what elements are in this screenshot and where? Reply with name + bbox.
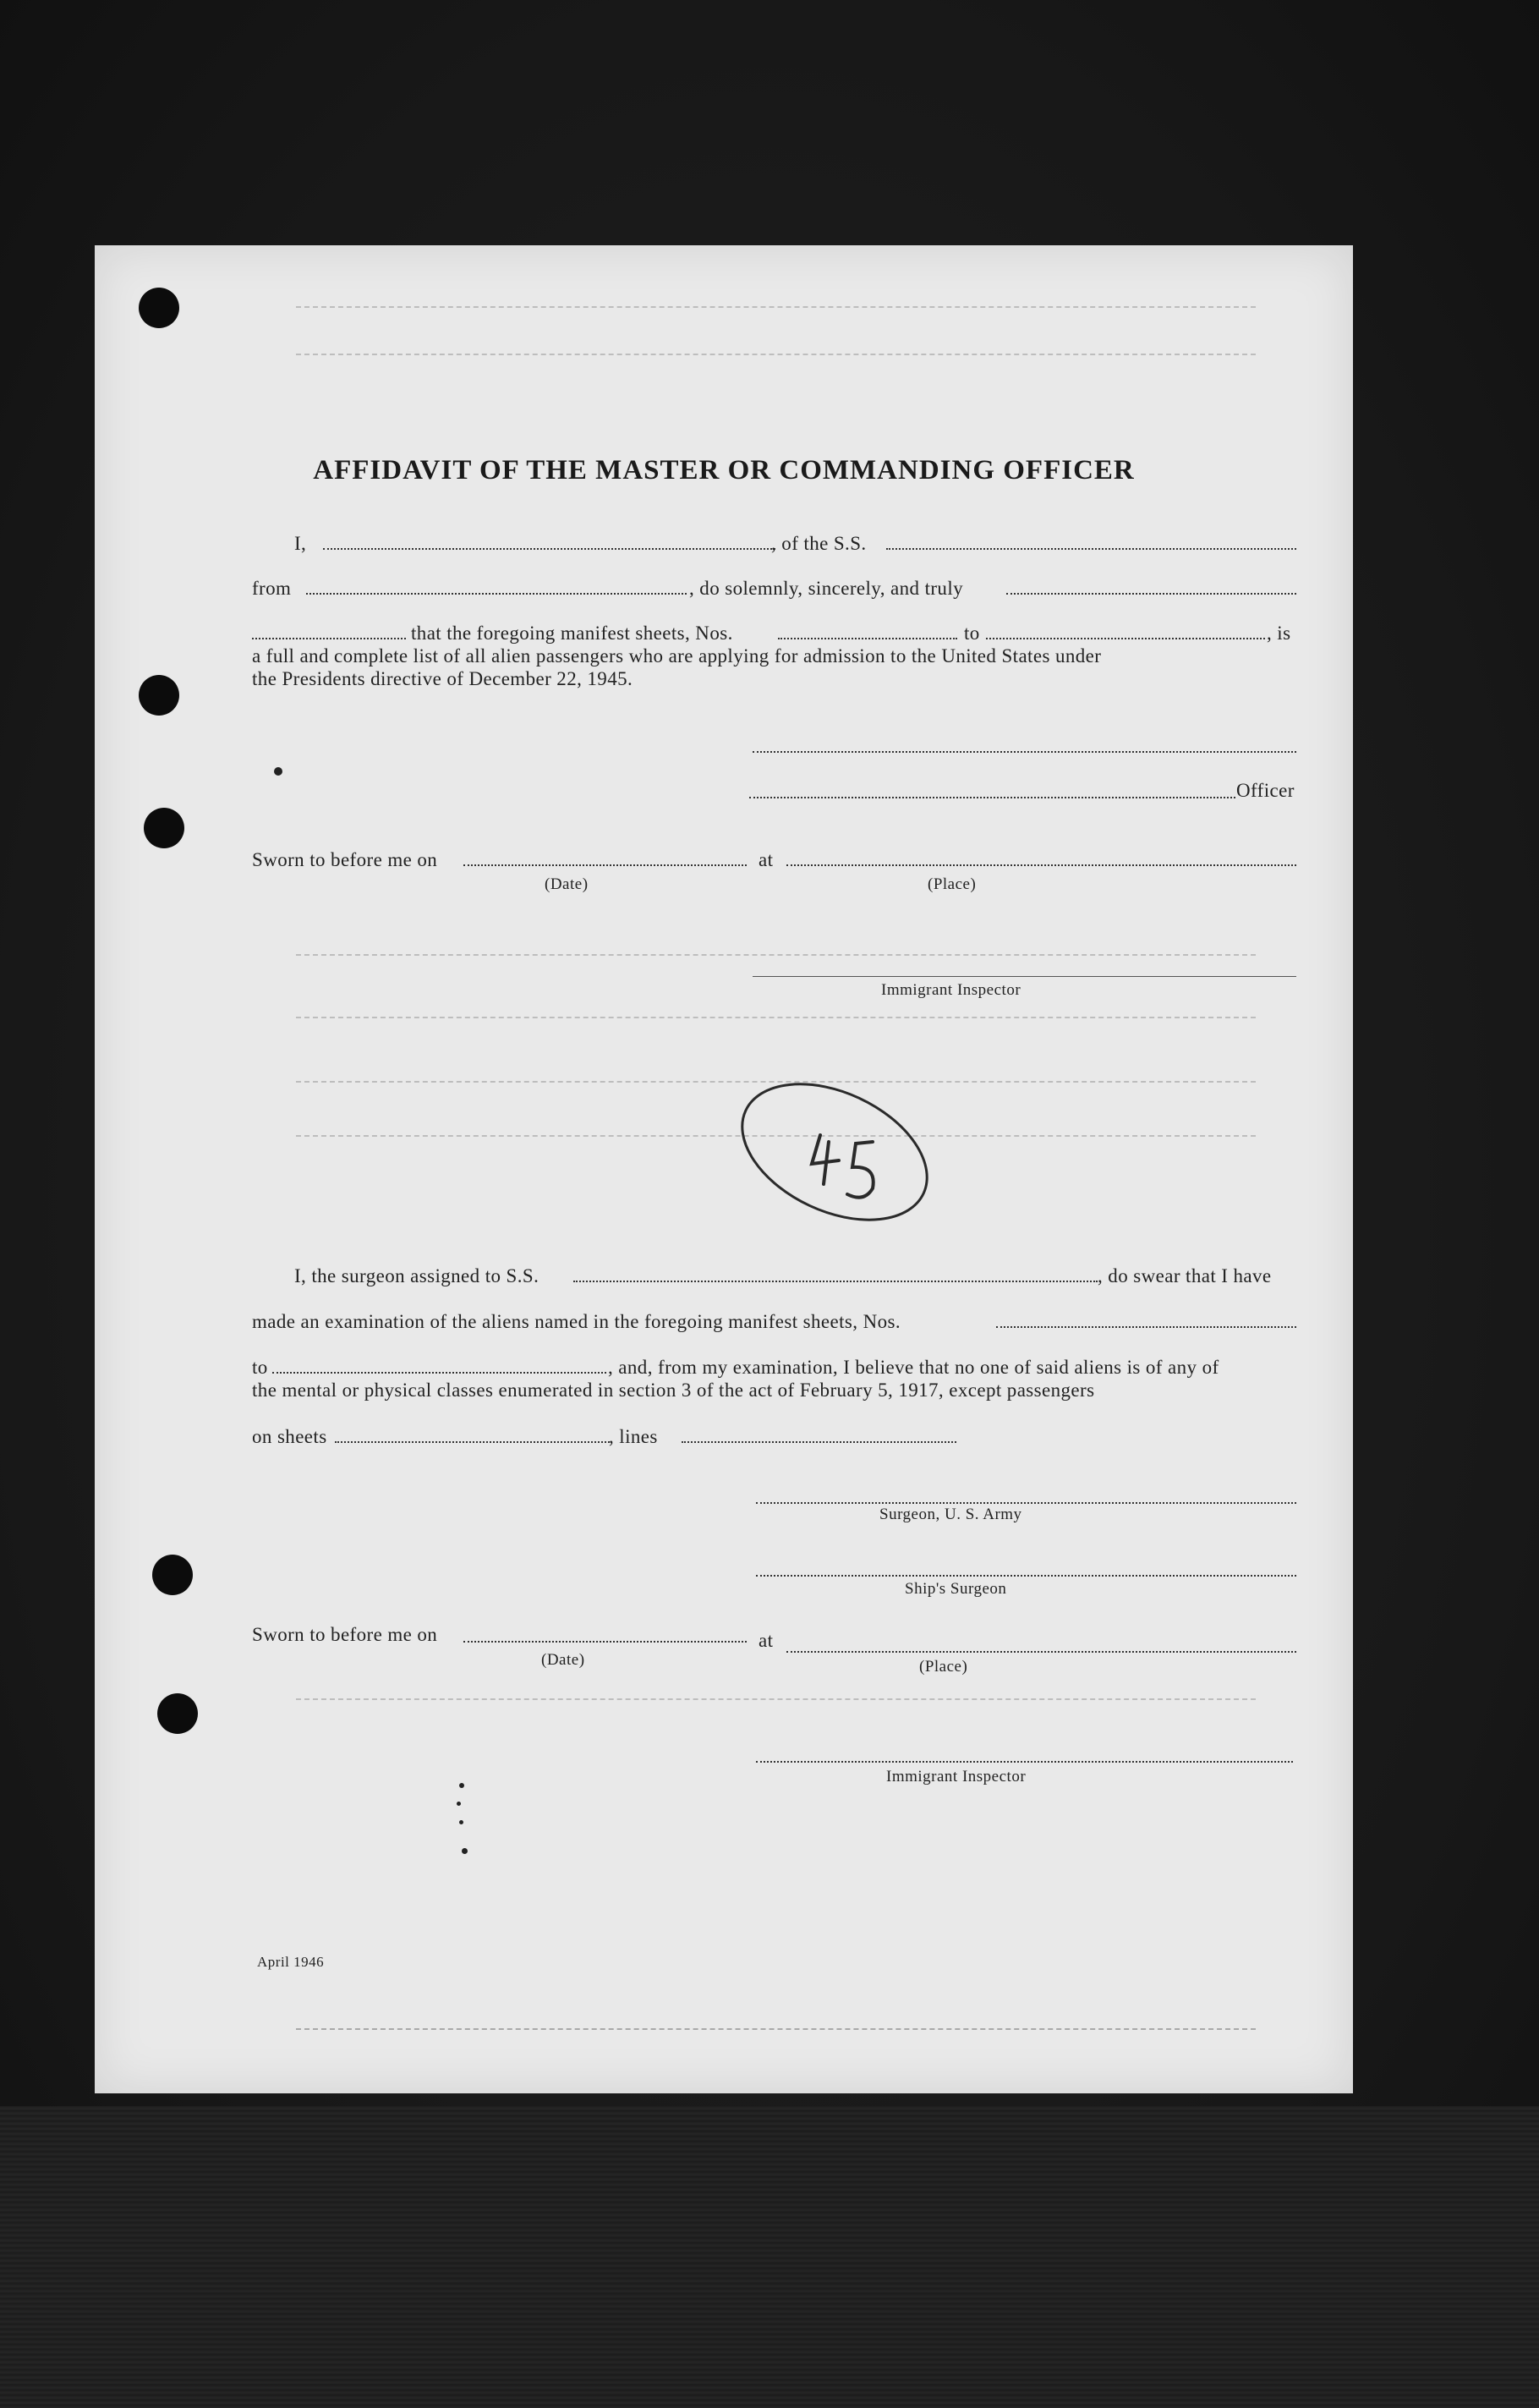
punch-hole	[157, 1693, 198, 1734]
lines-label: , lines	[609, 1426, 658, 1447]
surgeon-ship-field[interactable]	[573, 1281, 1098, 1282]
inspector-caption: Immigrant Inspector	[881, 981, 1021, 999]
bleed-through-rule	[296, 306, 1256, 308]
punch-hole	[152, 1555, 193, 1595]
solemnly-label: , do solemnly, sincerely, and truly	[689, 578, 964, 599]
date-caption-2: (Date)	[541, 1651, 585, 1669]
sheet-from-field[interactable]	[778, 638, 957, 639]
ink-dot	[274, 767, 282, 776]
to-label: to	[964, 623, 980, 644]
date-caption: (Date)	[545, 875, 589, 893]
ink-speck	[459, 1820, 463, 1824]
punch-hole	[144, 808, 184, 848]
sworn-date-field-2[interactable]	[463, 1641, 747, 1643]
master-statement-line3: the Presidents directive of December 22, 1945.	[252, 668, 633, 689]
inspector-signature-field-2[interactable]	[756, 1761, 1293, 1763]
sworn-place-field[interactable]	[786, 864, 1296, 866]
master-signature-field[interactable]	[753, 751, 1296, 753]
place-caption-2: (Place)	[919, 1658, 968, 1676]
on-sheets-label: on sheets	[252, 1426, 327, 1447]
punch-hole	[139, 288, 179, 328]
master-name-field[interactable]	[323, 548, 775, 550]
surgeon-swear-label: , do swear that I have	[1098, 1265, 1272, 1286]
sworn-date-field[interactable]	[463, 864, 747, 866]
inspector-caption-2: Immigrant Inspector	[886, 1768, 1027, 1785]
punch-hole	[139, 675, 179, 716]
is-label: , is	[1267, 623, 1291, 644]
form-title: AFFIDAVIT OF THE MASTER OR COMMANDING OFFICER	[313, 455, 1135, 485]
ink-speck	[462, 1848, 468, 1854]
officer-signature-field[interactable]	[749, 797, 1235, 798]
bleed-through-rule	[296, 954, 1256, 956]
surgeon-to-label: to	[252, 1357, 268, 1378]
surgeon-sheet-to-field[interactable]	[272, 1372, 606, 1374]
except-lines-field[interactable]	[682, 1441, 956, 1443]
sheet-to-field[interactable]	[986, 638, 1265, 639]
ink-speck	[457, 1802, 461, 1806]
sworn-place-field-2[interactable]	[786, 1651, 1296, 1653]
from-label: from	[252, 578, 292, 599]
declare-continued-field[interactable]	[252, 638, 406, 639]
ship-name-field[interactable]	[886, 548, 1296, 550]
surgeon-line1-label: I, the surgeon assigned to S.S.	[294, 1265, 539, 1286]
of-ss-label: , of the S.S.	[771, 533, 867, 554]
ships-surgeon-signature-field[interactable]	[756, 1575, 1296, 1577]
ships-surgeon-caption: Ship's Surgeon	[905, 1580, 1007, 1598]
affidavit-page	[95, 245, 1353, 2093]
place-caption: (Place)	[928, 875, 977, 893]
from-port-field[interactable]	[306, 593, 687, 595]
bleed-through-rule	[296, 1017, 1256, 1018]
foregoing-sheets-label: that the foregoing manifest sheets, Nos.	[411, 623, 733, 644]
surgeon-line4: the mental or physical classes enumerated in section 3 of the act of February 5, 1917, except passengers	[252, 1380, 1095, 1401]
sworn-at-label-2: at	[759, 1630, 774, 1651]
declare-field[interactable]	[1006, 593, 1296, 595]
bleed-through-rule	[296, 354, 1256, 355]
handwritten-circled-number	[729, 1083, 949, 1235]
sworn-label-2: Sworn to before me on	[252, 1624, 438, 1645]
bleed-through-rule	[296, 2028, 1256, 2030]
army-surgeon-caption: Surgeon, U. S. Army	[879, 1506, 1022, 1523]
officer-label: Officer	[1236, 780, 1295, 801]
except-sheets-field[interactable]	[335, 1441, 610, 1443]
surgeon-line3: , and, from my examination, I believe that no one of said aliens is of any of	[608, 1357, 1219, 1378]
sworn-label: Sworn to before me on	[252, 849, 438, 870]
army-surgeon-signature-field[interactable]	[756, 1502, 1296, 1504]
ink-speck	[459, 1783, 464, 1788]
surgeon-line2: made an examination of the aliens named in the foregoing manifest sheets, Nos.	[252, 1311, 901, 1332]
master-i-label: I,	[294, 533, 307, 554]
scanner-bed-band	[0, 2106, 1539, 2408]
sworn-at-label: at	[759, 849, 774, 870]
form-revision-date: April 1946	[257, 1954, 325, 1970]
bleed-through-rule	[296, 1698, 1256, 1700]
surgeon-sheet-from-field[interactable]	[996, 1326, 1296, 1328]
inspector-signature-line[interactable]	[753, 976, 1296, 977]
master-statement-line2: a full and complete list of all alien passengers who are applying for admission to the United States under	[252, 645, 1102, 666]
